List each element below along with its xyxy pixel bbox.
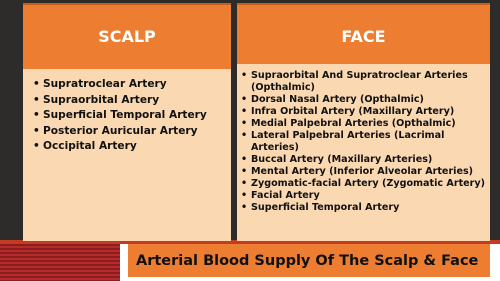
bullet-icon: • (33, 93, 40, 106)
scalp-header-label: SCALP (98, 26, 156, 46)
bullet-icon: • (33, 109, 40, 122)
list-item (241, 178, 490, 190)
list-item-text: Supratroclear Artery (43, 78, 167, 90)
bullet-icon: • (241, 106, 248, 117)
face-header (237, 3, 490, 69)
bullet-icon: • (33, 140, 40, 153)
bullet-icon: • (241, 202, 248, 213)
slide-title: Arterial Blood Supply Of The Scalp & Face (136, 252, 479, 269)
list-item (241, 190, 490, 202)
bullet-icon: • (33, 124, 40, 137)
list-item (33, 93, 231, 109)
bullet-icon: • (241, 70, 248, 81)
face-list (237, 64, 490, 214)
scalp-list-box (23, 69, 231, 241)
bullet-icon: • (241, 178, 248, 189)
scalp-header (23, 3, 231, 69)
scalp-list (23, 69, 231, 155)
list-item-text: Medial Palpebral Arteries (Opthalmic) (251, 118, 456, 129)
list-item (33, 124, 231, 140)
list-item-text: Superficial Temporal Artery (251, 202, 400, 213)
list-item (33, 139, 231, 155)
list-item-text: Mental Artery (Inferior Alveolar Arteries) (251, 166, 474, 177)
list-item-text: Buccal Artery (Maxillary Arteries) (251, 154, 433, 165)
list-item-text: Facial Artery (251, 190, 320, 201)
list-item-text: Posterior Auricular Artery (43, 124, 198, 137)
list-item-text: Superficial Temporal Artery (43, 109, 207, 122)
face-header-label: FACE (341, 26, 386, 46)
list-item-text: (Opthalmic) (251, 82, 315, 93)
list-item (241, 202, 490, 214)
list-item-text: Lateral Palpebral Arteries (Lacrimal Arteries) (251, 130, 445, 153)
list-item (241, 130, 490, 154)
list-item-text: Zygomatic-facial Artery (Zygomatic Artery) (251, 178, 486, 189)
list-item-text: Dorsal Nasal Artery (Opthalmic) (251, 94, 424, 105)
list-item (241, 154, 490, 166)
bullet-icon: • (241, 154, 248, 165)
list-item-text: Occipital Artery (43, 140, 137, 153)
list-item (241, 106, 490, 118)
list-item-text: Supraorbital Artery (43, 93, 160, 106)
list-item (241, 118, 490, 130)
decorative-stripes (0, 244, 120, 281)
list-item (241, 166, 490, 178)
bullet-icon: • (241, 166, 248, 177)
bullet-icon: • (241, 94, 248, 105)
list-item (33, 108, 231, 124)
list-item (33, 77, 231, 93)
bullet-icon: • (241, 190, 248, 201)
list-item-text: Infra Orbital Artery (Maxillary Artery) (251, 106, 455, 117)
list-item-text: Supraorbital And Supratroclear Arteries (251, 70, 468, 81)
bullet-icon: • (241, 130, 248, 141)
slide-title-bar (128, 244, 490, 277)
bullet-icon: • (33, 78, 40, 90)
face-list-box (237, 64, 490, 241)
list-item (241, 70, 490, 82)
list-item (241, 94, 490, 106)
bullet-icon: • (241, 118, 248, 129)
list-item-continuation (241, 82, 490, 94)
